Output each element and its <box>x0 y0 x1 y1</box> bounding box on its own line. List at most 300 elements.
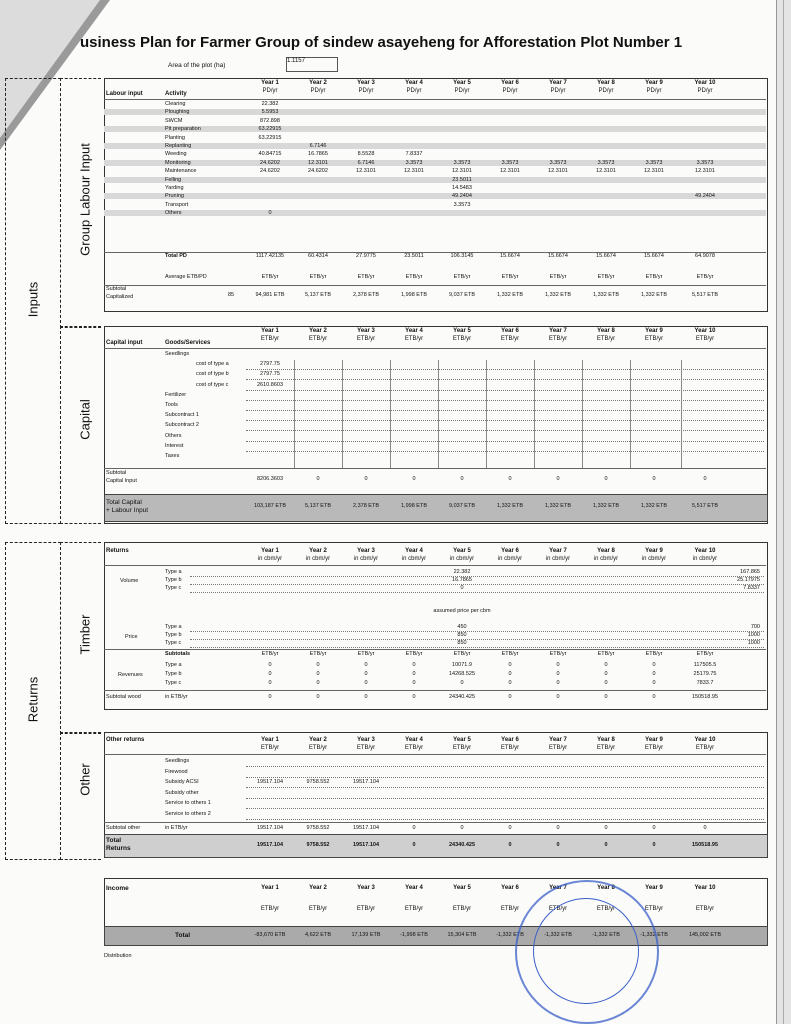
other-unit-7: ETB/yr <box>548 745 568 751</box>
timber-unit-6: in cbm/yr <box>497 556 523 562</box>
capital-col-sep-5 <box>486 360 487 468</box>
revenue-type-0-y8: 0 <box>604 662 608 668</box>
capital-item-3-y1: 2610.8603 <box>257 381 283 388</box>
capital-subtotal-y4: 0 <box>412 476 416 482</box>
revenue-type-0-y3: 0 <box>364 662 368 668</box>
capital-subtotal-y6: 0 <box>508 476 512 482</box>
labour-row-8-y10: 12.3101 <box>695 168 715 175</box>
labour-row-8-y8: 12.3101 <box>596 168 616 175</box>
other-unit-6: ETB/yr <box>500 745 520 751</box>
other-unit-4: ETB/yr <box>404 745 424 751</box>
income-total-y2: 4,622 ETB <box>305 932 331 938</box>
income-year-6: Year 6 <box>501 885 519 891</box>
labour-total-y1: 1117.42135 <box>255 253 285 259</box>
income-total-y9: -1,332 ETB <box>640 932 668 938</box>
capital-item-10: Taxes <box>165 453 180 459</box>
timber-unit-1: in cbm/yr <box>257 556 283 562</box>
subtotal-wood-y6: 0 <box>508 694 512 700</box>
revenue-type-1-y4: 0 <box>412 671 416 677</box>
capital-unit-8: ETB/yr <box>596 336 616 342</box>
other-col0: Other returns <box>106 737 145 743</box>
labour-unit-3: PD/yr <box>358 88 374 94</box>
volume-type-1: Type b <box>165 577 182 583</box>
labour-row-3-y1: 63.22915 <box>258 126 282 133</box>
revenue-type-1-y5: 14268.525 <box>449 671 475 677</box>
capital-item-3: cost of type c <box>196 381 229 388</box>
capital-subtotal-line <box>104 468 766 469</box>
capital-total-y7: 1,332 ETB <box>545 503 571 509</box>
capital-total-y6: 1,332 ETB <box>497 503 523 509</box>
labour-year-5: Year 5 <box>453 80 471 86</box>
income-total-y7: -1,332 ETB <box>544 932 572 938</box>
capital-dotted-5 <box>246 410 764 411</box>
subtotals-unit-3: ETB/yr <box>357 651 375 657</box>
capital-col-sep-9 <box>681 360 682 468</box>
revenue-type-1-y2: 0 <box>316 671 320 677</box>
other-item-3: Subsidy other <box>165 789 199 796</box>
capital-header-line <box>104 348 766 349</box>
labour-etb-unit-2: ETB/yr <box>309 274 327 280</box>
income-year-4: Year 4 <box>405 885 423 891</box>
labour-year-9: Year 9 <box>645 80 663 86</box>
labour-total-y2: 60.4314 <box>308 253 328 259</box>
subtotals-unit-6: ETB/yr <box>501 651 519 657</box>
price-type-2: Type c <box>165 640 182 646</box>
shaded-row-13 <box>104 210 766 216</box>
capital-subtotal-y9: 0 <box>652 476 656 482</box>
distribution-label: Distribution <box>104 953 132 959</box>
subtotal-wood-y7: 0 <box>556 694 560 700</box>
capital-item-0: Seedlings <box>165 351 190 357</box>
labour-year-4: Year 4 <box>405 80 423 86</box>
other-item-4: Service to others 1 <box>165 800 211 806</box>
other-dotted-1 <box>246 777 764 778</box>
revenue-type-1-y8: 0 <box>604 671 608 677</box>
revenue-type-1-y7: 0 <box>556 671 560 677</box>
labour-year-7: Year 7 <box>549 80 567 86</box>
subtotal-other-y10: 0 <box>703 825 707 831</box>
labour-row-7-y5: 3.3573 <box>453 159 471 166</box>
labour-row-7-y3: 6.7146 <box>357 159 375 166</box>
labour-total-y9: 15.6674 <box>644 253 664 259</box>
volume-type-0-y10: 167.865 <box>740 569 760 575</box>
capital-subtotal-label2: Capital Input <box>106 478 137 484</box>
capital-unit-5: ETB/yr <box>452 336 472 342</box>
revenue-type-2-y4: 0 <box>412 680 416 686</box>
other-unit-2: ETB/yr <box>308 745 328 751</box>
labour-col0: Labour input <box>106 91 143 97</box>
revenue-type-2-y6: 0 <box>508 680 512 686</box>
timber-unit-5: in cbm/yr <box>449 556 475 562</box>
labour-unit-4: PD/yr <box>406 88 422 94</box>
revenue-type-2-y3: 0 <box>364 680 368 686</box>
labour-row-7-y8: 3.3573 <box>597 159 615 166</box>
subtotals-unit-5: ETB/yr <box>453 651 471 657</box>
price-label: Price <box>125 634 138 640</box>
page-edge-line <box>783 0 784 1024</box>
revenue-type-0-y5: 10071.9 <box>452 662 472 668</box>
capital-subtotal-y3: 0 <box>364 476 368 482</box>
total-returns-y6: 0 <box>508 842 512 848</box>
capital-item-4: Fertilizer <box>165 391 187 398</box>
revenue-type-0: Type a <box>165 662 182 668</box>
capital-dotted-8 <box>246 441 764 442</box>
price-type-1: Type b <box>165 632 182 638</box>
labour-etb-unit-3: ETB/yr <box>357 274 375 280</box>
other-item-2-y1: 19517.104 <box>257 779 283 785</box>
labour-total-y5: 106.3145 <box>450 253 474 259</box>
shaded-row-9 <box>104 177 766 183</box>
timber-label: Timber <box>77 614 93 655</box>
total-returns-y8: 0 <box>604 842 608 848</box>
income-unit-9: ETB/yr <box>644 906 664 912</box>
other-unit-10: ETB/yr <box>695 745 715 751</box>
revenue-type-1-y9: 0 <box>652 671 656 677</box>
price-dotted-2 <box>190 647 764 648</box>
labour-row-8-y1: 24.6202 <box>260 168 280 175</box>
subtotal-wood-y1: 0 <box>268 694 272 700</box>
other-year-9: Year 9 <box>645 737 663 743</box>
capital-total-y8: 1,332 ETB <box>593 503 619 509</box>
subtotal-wood-y9: 0 <box>652 694 656 700</box>
labour-year-10: Year 10 <box>694 80 716 86</box>
labour-row-8-y7: 12.3101 <box>548 168 568 175</box>
price-type-1-y10: 1000 <box>747 632 760 638</box>
subtotals-unit-9: ETB/yr <box>645 651 663 657</box>
other-year-1: Year 1 <box>261 737 279 743</box>
shaded-row-3 <box>104 126 766 132</box>
price-type-1-y5: 850 <box>457 632 467 638</box>
revenue-type-1-y1: 0 <box>268 671 272 677</box>
labour-activity-5: Replanting <box>165 143 192 149</box>
capital-unit-7: ETB/yr <box>548 336 568 342</box>
income-total-y1: -83,670 ETB <box>254 932 286 938</box>
price-type-2-y10: 1000 <box>747 640 760 646</box>
capital-year-1: Year 1 <box>261 328 279 334</box>
other-unit-9: ETB/yr <box>644 745 664 751</box>
avg-etb-label: Average ETB/PD <box>165 274 207 280</box>
capital-total-label2: + Labour Input <box>106 507 149 514</box>
other-year-4: Year 4 <box>405 737 423 743</box>
labour-activity-2: SWCM <box>165 117 183 124</box>
revenue-type-1-y3: 0 <box>364 671 368 677</box>
capital-unit-3: ETB/yr <box>356 336 376 342</box>
volume-type-2: Type c <box>165 585 182 591</box>
capital-subtotal-label: Subtotal <box>106 470 127 476</box>
labour-year-8: Year 8 <box>597 80 615 86</box>
revenue-type-2-y10: 7833.7 <box>696 680 714 686</box>
capital-year-7: Year 7 <box>549 328 567 334</box>
capital-unit-6: ETB/yr <box>500 336 520 342</box>
revenue-type-0-y1: 0 <box>268 662 272 668</box>
labour-row-7-y7: 3.3573 <box>549 159 567 166</box>
labour-row-7-y1: 24.6202 <box>260 159 280 166</box>
capital-item-9: Interest <box>165 442 184 449</box>
capital-subtotal-y1: 8206.3603 <box>257 476 283 482</box>
capital-subtotal-y2: 0 <box>316 476 320 482</box>
labour-activity-13: Others <box>165 210 182 217</box>
labour-subtotal-y3: 2,378 ETB <box>353 292 379 298</box>
timber-unit-10: in cbm/yr <box>692 556 718 562</box>
capital-col-sep-7 <box>582 360 583 468</box>
labour-unit-8: PD/yr <box>598 88 614 94</box>
capital-col-sep-1 <box>294 360 295 468</box>
capital-year-5: Year 5 <box>453 328 471 334</box>
income-total-y5: 15,304 ETB <box>447 932 477 938</box>
revenue-type-0-y10: 117505.5 <box>693 662 717 668</box>
capital-dotted-4 <box>246 400 764 401</box>
subtotals-unit-8: ETB/yr <box>597 651 615 657</box>
volume-label: Volume <box>120 578 139 584</box>
other-year-3: Year 3 <box>357 737 375 743</box>
other-unit-5: ETB/yr <box>452 745 472 751</box>
revenues-label: Revenues <box>118 672 143 678</box>
volume-type-2-y5: 0 <box>460 585 464 591</box>
labour-total-y6: 15.6674 <box>500 253 520 259</box>
total-returns-y2: 9758.552 <box>306 842 330 848</box>
income-year-7: Year 7 <box>549 885 567 891</box>
other-header-line <box>104 754 766 755</box>
capital-col1: Goods/Services <box>165 340 211 346</box>
subtotal-wood-y8: 0 <box>604 694 608 700</box>
labour-total-y7: 15.6674 <box>548 253 568 259</box>
subtotal-wood-y2: 0 <box>316 694 320 700</box>
subtotals-unit-10: ETB/yr <box>696 651 714 657</box>
labour-activity-11: Pruning <box>165 193 184 200</box>
labour-subtotal-line <box>104 285 766 286</box>
capital-subtotal-y5: 0 <box>460 476 464 482</box>
labour-activity-12: Transport <box>165 201 189 208</box>
labour-row-0-y1: 22.382 <box>261 101 279 107</box>
other-item-5: Service to others 2 <box>165 810 211 817</box>
capital-subtotal-y7: 0 <box>556 476 560 482</box>
labour-total-label: Total PD <box>165 253 187 259</box>
labour-row-6-y2: 16.7865 <box>308 151 328 158</box>
labour-etb-unit-6: ETB/yr <box>501 274 519 280</box>
revenue-type-2-y5: 0 <box>460 680 464 686</box>
labour-activity-3: Pit preparation <box>165 126 201 133</box>
revenue-type-0-y9: 0 <box>652 662 656 668</box>
subtotal-other-y4: 0 <box>412 825 416 831</box>
timber-year-2: Year 2 <box>309 548 327 554</box>
labour-total-y4: 23.5011 <box>404 253 424 259</box>
timber-col0: Returns <box>106 548 129 554</box>
labour-row-9-y5: 23.5011 <box>452 176 472 183</box>
labour-row-11-y10: 49.2404 <box>695 193 715 200</box>
labour-row-7-y4: 3.3573 <box>405 159 423 166</box>
returns-label: Returns <box>25 676 41 723</box>
subtotal-other-label: Subtotal other <box>106 825 141 831</box>
revenue-type-2-y7: 0 <box>556 680 560 686</box>
timber-unit-3: in cbm/yr <box>353 556 379 562</box>
labour-activity-8: Maintenance <box>165 168 197 175</box>
other-dotted-0 <box>246 766 764 767</box>
labour-etb-unit-1: ETB/yr <box>261 274 279 280</box>
revenue-type-1-y6: 0 <box>508 671 512 677</box>
other-year-8: Year 8 <box>597 737 615 743</box>
timber-year-4: Year 4 <box>405 548 423 554</box>
capital-col-sep-6 <box>534 360 535 468</box>
subtotals-line <box>104 649 766 650</box>
capital-unit-4: ETB/yr <box>404 336 424 342</box>
income-year-3: Year 3 <box>357 885 375 891</box>
subtotals-unit-7: ETB/yr <box>549 651 567 657</box>
labour-activity-0: Clearing <box>165 101 186 107</box>
subtotal-other-line <box>104 822 766 823</box>
capital-total-y5: 9,037 ETB <box>449 503 475 509</box>
income-unit-7: ETB/yr <box>548 906 568 912</box>
price-type-0-y10: 700 <box>750 624 760 630</box>
labour-header-line <box>104 99 766 100</box>
labour-row-6-y3: 8.5528 <box>357 151 375 158</box>
other-year-6: Year 6 <box>501 737 519 743</box>
revenue-type-0-y7: 0 <box>556 662 560 668</box>
timber-unit-2: in cbm/yr <box>305 556 331 562</box>
labour-row-8-y9: 12.3101 <box>644 168 664 175</box>
labour-year-6: Year 6 <box>501 80 519 86</box>
labour-row-2-y1: 872.898 <box>260 117 280 124</box>
other-unit-1: ETB/yr <box>260 745 280 751</box>
other-item-2-y3: 19517.104 <box>353 779 379 785</box>
labour-etb-unit-10: ETB/yr <box>696 274 714 280</box>
labour-unit-6: PD/yr <box>502 88 518 94</box>
total-returns-y7: 0 <box>556 842 560 848</box>
capital-total-y1: 103,187 ETB <box>253 503 287 509</box>
labour-subtotal-label2: Capitalized <box>106 294 134 300</box>
subtotal-wood-label: Subtotal wood <box>106 694 141 700</box>
volume-type-0-y5: 22.382 <box>453 569 471 575</box>
labour-col1: Activity <box>165 91 187 97</box>
income-year-9: Year 9 <box>645 885 663 891</box>
income-year-5: Year 5 <box>453 885 471 891</box>
capital-total-y4: 1,998 ETB <box>401 503 427 509</box>
labour-row-5-y2: 6.7146 <box>309 143 327 149</box>
other-year-2: Year 2 <box>309 737 327 743</box>
subtotal-other-y1: 19517.104 <box>257 825 283 831</box>
labour-activity-7: Monitoring <box>165 159 191 166</box>
capital-total-y10: 5,517 ETB <box>692 503 718 509</box>
page-title: usiness Plan for Farmer Group of sindew asayeheng for Afforestation Plot Number 1 <box>80 34 683 51</box>
total-returns-y1: 19517.104 <box>257 842 283 848</box>
capital-col-sep-3 <box>390 360 391 468</box>
other-item-2: Subsidy ACSI <box>165 779 199 785</box>
labour-subtotal-y9: 1,332 ETB <box>641 292 667 298</box>
labour-row-10-y5: 14.5483 <box>452 185 472 191</box>
area-value: 1.1157 <box>287 58 305 64</box>
labour-row-8-y2: 24.6202 <box>308 168 328 175</box>
labour-subtotal-y4: 1,998 ETB <box>401 292 427 298</box>
labour-year-3: Year 3 <box>357 80 375 86</box>
timber-unit-8: in cbm/yr <box>593 556 619 562</box>
total-returns-y9: 0 <box>652 842 656 848</box>
labour-subtotal-y2: 5,137 ETB <box>305 292 331 298</box>
capital-subtotal-y10: 0 <box>703 476 707 482</box>
capital-unit-10: ETB/yr <box>695 336 715 342</box>
revenue-type-2-y1: 0 <box>268 680 272 686</box>
capital-total-y3: 2,378 ETB <box>353 503 379 509</box>
labour-row-4-y1: 63.22915 <box>258 134 282 141</box>
timber-year-7: Year 7 <box>549 548 567 554</box>
shaded-row-11 <box>104 193 766 199</box>
labour-total-y3: 27.9775 <box>356 253 376 259</box>
volume-dotted-2 <box>190 592 764 593</box>
official-stamp-inner <box>533 898 639 1004</box>
income-unit-6: ETB/yr <box>500 906 520 912</box>
capital-col0: Capital input <box>106 340 143 346</box>
labour-total-y10: 64.9078 <box>695 253 715 259</box>
other-dotted-3 <box>246 798 764 799</box>
other-unit-3: ETB/yr <box>356 745 376 751</box>
capital-dotted-7 <box>246 430 764 431</box>
total-returns-y4: 0 <box>412 842 416 848</box>
capital-item-1: cost of type a <box>196 361 229 368</box>
shaded-row-1 <box>104 109 766 115</box>
subtotal-other-unit: in ETB/yr <box>165 825 188 831</box>
revenue-type-2-y8: 0 <box>604 680 608 686</box>
income-year-10: Year 10 <box>694 885 716 891</box>
volume-type-2-y10: 7.8337 <box>743 585 760 591</box>
revenue-type-0-y2: 0 <box>316 662 320 668</box>
labour-activity-9: Felling <box>165 176 182 183</box>
capital-dotted-9 <box>246 451 764 452</box>
labour-row-7-y2: 12.3101 <box>308 159 328 166</box>
timber-year-1: Year 1 <box>261 548 279 554</box>
price-type-0: Type a <box>165 624 182 630</box>
labour-row-6-y1: 40.84715 <box>258 151 282 158</box>
timber-unit-4: in cbm/yr <box>401 556 427 562</box>
capital-col-sep-2 <box>342 360 343 468</box>
income-unit-5: ETB/yr <box>452 906 472 912</box>
total-returns-y3: 19517.104 <box>353 842 379 848</box>
subtotals-unit-2: ETB/yr <box>309 651 327 657</box>
income-total-y4: -1,998 ETB <box>400 932 428 938</box>
subtotal-other-y3: 19517.104 <box>353 825 379 831</box>
capital-subtotal-y8: 0 <box>604 476 608 482</box>
group-labour-label: Group Labour Input <box>77 143 93 256</box>
subtotals-unit-1: ETB/yr <box>261 651 279 657</box>
other-dotted-2 <box>246 787 764 788</box>
income-unit-2: ETB/yr <box>308 906 328 912</box>
other-year-5: Year 5 <box>453 737 471 743</box>
labour-unit-5: PD/yr <box>454 88 470 94</box>
capital-year-6: Year 6 <box>501 328 519 334</box>
capital-item-8: Others <box>165 432 182 439</box>
revenue-type-0-y4: 0 <box>412 662 416 668</box>
price-type-2-y5: 850 <box>457 640 467 646</box>
capital-dotted-1 <box>246 369 764 370</box>
capital-unit-1: ETB/yr <box>260 336 280 342</box>
labour-subtotal-y8: 1,332 ETB <box>593 292 619 298</box>
timber-header-line <box>104 565 766 566</box>
capital-year-10: Year 10 <box>694 328 716 334</box>
labour-year-1: Year 1 <box>261 80 279 86</box>
revenue-type-0-y6: 0 <box>508 662 512 668</box>
labour-row-8-y5: 12.3101 <box>452 168 472 175</box>
income-total-y3: 17,139 ETB <box>351 932 381 938</box>
labour-etb-unit-7: ETB/yr <box>549 274 567 280</box>
subtotal-other-y2: 9758.552 <box>306 825 330 831</box>
capital-item-5: Tools <box>165 402 178 408</box>
timber-year-3: Year 3 <box>357 548 375 554</box>
labour-row-7-y6: 3.3573 <box>501 159 519 166</box>
labour-subtotal-y1: 94,981 ETB <box>255 292 285 298</box>
timber-year-10: Year 10 <box>694 548 716 554</box>
total-returns-y5: 24340.425 <box>449 842 475 848</box>
income-unit-4: ETB/yr <box>404 906 424 912</box>
price-type-0-y5: 450 <box>457 624 467 630</box>
labour-row-8-y6: 12.3101 <box>500 168 520 175</box>
revenue-type-2-y2: 0 <box>316 680 320 686</box>
